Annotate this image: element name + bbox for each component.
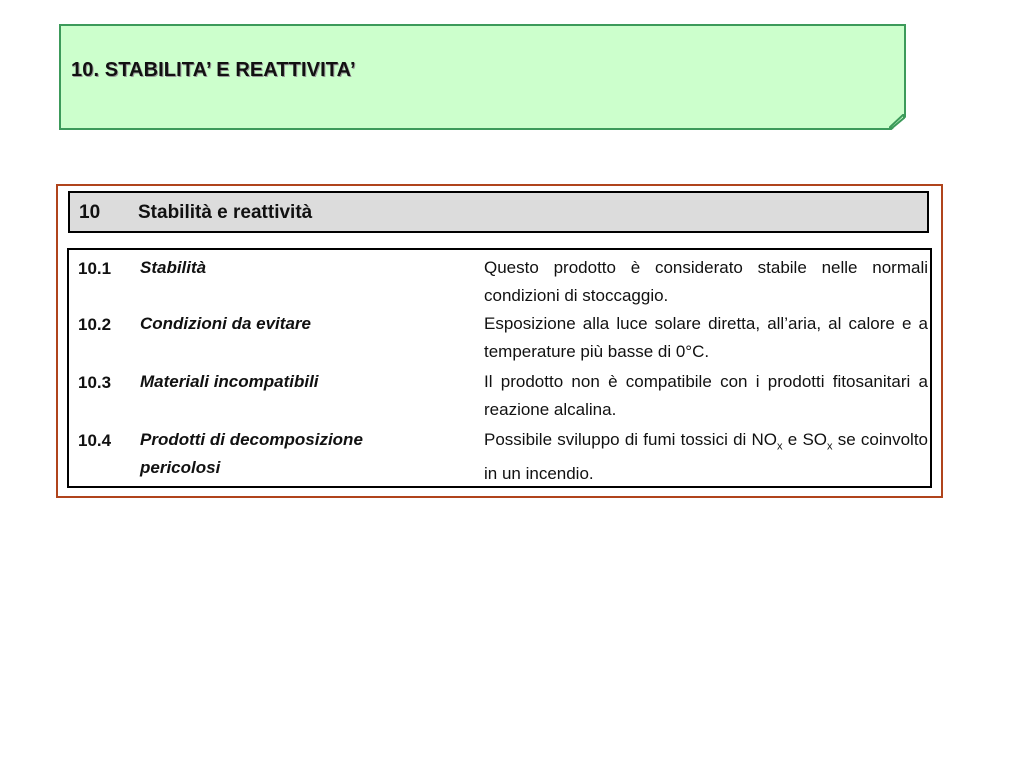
row-text-part: Possibile sviluppo di fumi tossici di NO <box>484 430 778 449</box>
section-title: Stabilità e reattività <box>138 202 313 223</box>
row-text-part: e SO <box>782 430 828 449</box>
subscript-x: x <box>777 440 783 453</box>
row-number: 10.3 <box>78 373 112 392</box>
row-label: Condizioni da evitare <box>140 314 311 333</box>
section-table <box>67 248 932 488</box>
section-header <box>68 191 929 233</box>
row-number: 10.2 <box>78 315 112 334</box>
row-text <box>484 426 928 488</box>
row-text: Questo prodotto è considerato stabile nelle normali condizioni di stoccaggio. <box>484 258 928 305</box>
row-text-part: se coinvolto in un incendio. <box>484 430 929 484</box>
row-label: Materiali incompatibili <box>140 372 319 391</box>
row-text: Il prodotto non è compatibile con i prodotti fitosanitari a reazione alcalina. <box>484 372 928 419</box>
row-number: 10.1 <box>78 259 112 278</box>
row-label: Prodotti di decomposizione pericolosi <box>140 430 363 477</box>
row-text: Esposizione alla luce solare diretta, all’aria, al calore e a temperature più basse di 0°C. <box>484 314 928 361</box>
subscript-x: x <box>827 440 833 453</box>
page-fold-icon <box>889 114 905 130</box>
slide-title: 10. STABILITA’ E REATTIVITA’ <box>71 59 356 81</box>
section-number: 10 <box>79 202 101 223</box>
row-number: 10.4 <box>78 431 112 450</box>
row-label: Stabilità <box>140 258 207 277</box>
